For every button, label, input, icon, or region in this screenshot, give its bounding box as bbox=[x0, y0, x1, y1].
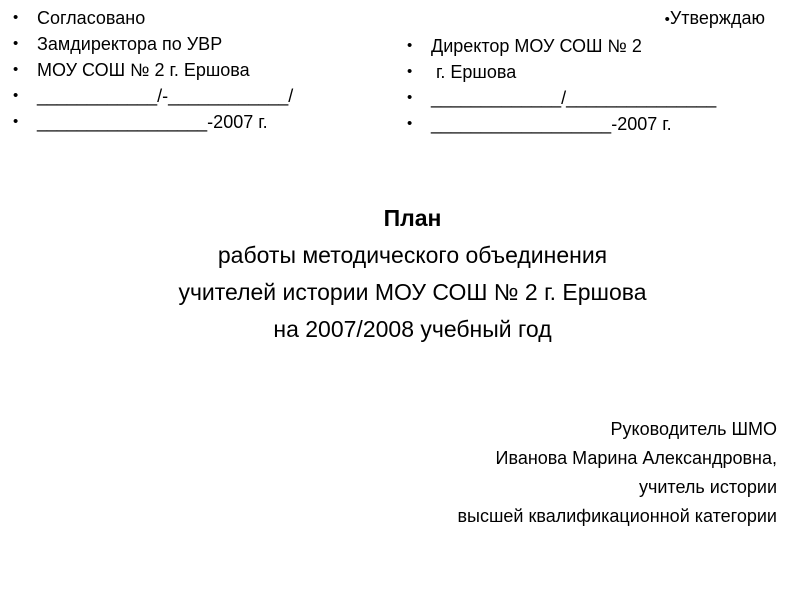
document-title-block bbox=[0, 200, 800, 348]
approval-left-text: Согласовано bbox=[37, 8, 146, 28]
bullet-icon: • bbox=[407, 63, 413, 80]
approval-right-line bbox=[407, 85, 771, 111]
approval-right-line bbox=[407, 111, 771, 137]
bullet-icon: • bbox=[407, 115, 413, 132]
approval-left-line bbox=[13, 57, 397, 83]
bullet-icon: • bbox=[13, 9, 19, 26]
plan-heading: План bbox=[383, 205, 442, 231]
approval-left-text: МОУ СОШ № 2 г. Ершова bbox=[37, 60, 250, 80]
approval-right-line bbox=[407, 33, 771, 59]
author-signature-block bbox=[277, 415, 777, 531]
bullet-icon: • bbox=[13, 113, 19, 130]
title-line-3: на 2007/2008 учебный год bbox=[273, 316, 552, 342]
bullet-icon: • bbox=[13, 35, 19, 52]
bullet-icon: • bbox=[407, 89, 413, 106]
approval-left-line bbox=[13, 109, 397, 135]
bullet-icon: • bbox=[13, 61, 19, 78]
bullet-icon: • bbox=[664, 11, 670, 28]
approval-right-text: Директор МОУ СОШ № 2 bbox=[431, 36, 642, 56]
bullet-icon: • bbox=[407, 37, 413, 54]
approval-right-date-line: __________________-2007 г. bbox=[431, 114, 672, 134]
author-position: учитель истории bbox=[639, 477, 777, 497]
approval-left-line bbox=[13, 5, 397, 31]
approval-right-block bbox=[407, 5, 771, 137]
approval-right-text: г. Ершова bbox=[431, 62, 517, 82]
approval-right-text: Утверждаю bbox=[669, 8, 765, 28]
approval-left-signature-line: ____________/-____________/ bbox=[37, 86, 294, 106]
approval-right-line bbox=[431, 5, 771, 33]
author-category: высшей квалификационной категории bbox=[457, 506, 777, 526]
author-name: Иванова Марина Александровна, bbox=[495, 448, 777, 468]
approval-left-text: Замдиректора по УВР bbox=[37, 34, 223, 54]
title-line-2: учителей истории МОУ СОШ № 2 г. Ершова bbox=[178, 279, 647, 305]
approval-left-date-line: _________________-2007 г. bbox=[37, 112, 268, 132]
approval-left-line bbox=[13, 31, 397, 57]
approval-right-line bbox=[407, 59, 771, 85]
title-line-1: работы методического объединения bbox=[217, 242, 608, 268]
approval-right-signature-line: _____________/_______________ bbox=[431, 88, 717, 108]
author-role: Руководитель ШМО bbox=[610, 419, 777, 439]
approval-left-block bbox=[13, 5, 397, 135]
bullet-icon: • bbox=[13, 87, 19, 104]
approval-left-line bbox=[13, 83, 397, 109]
